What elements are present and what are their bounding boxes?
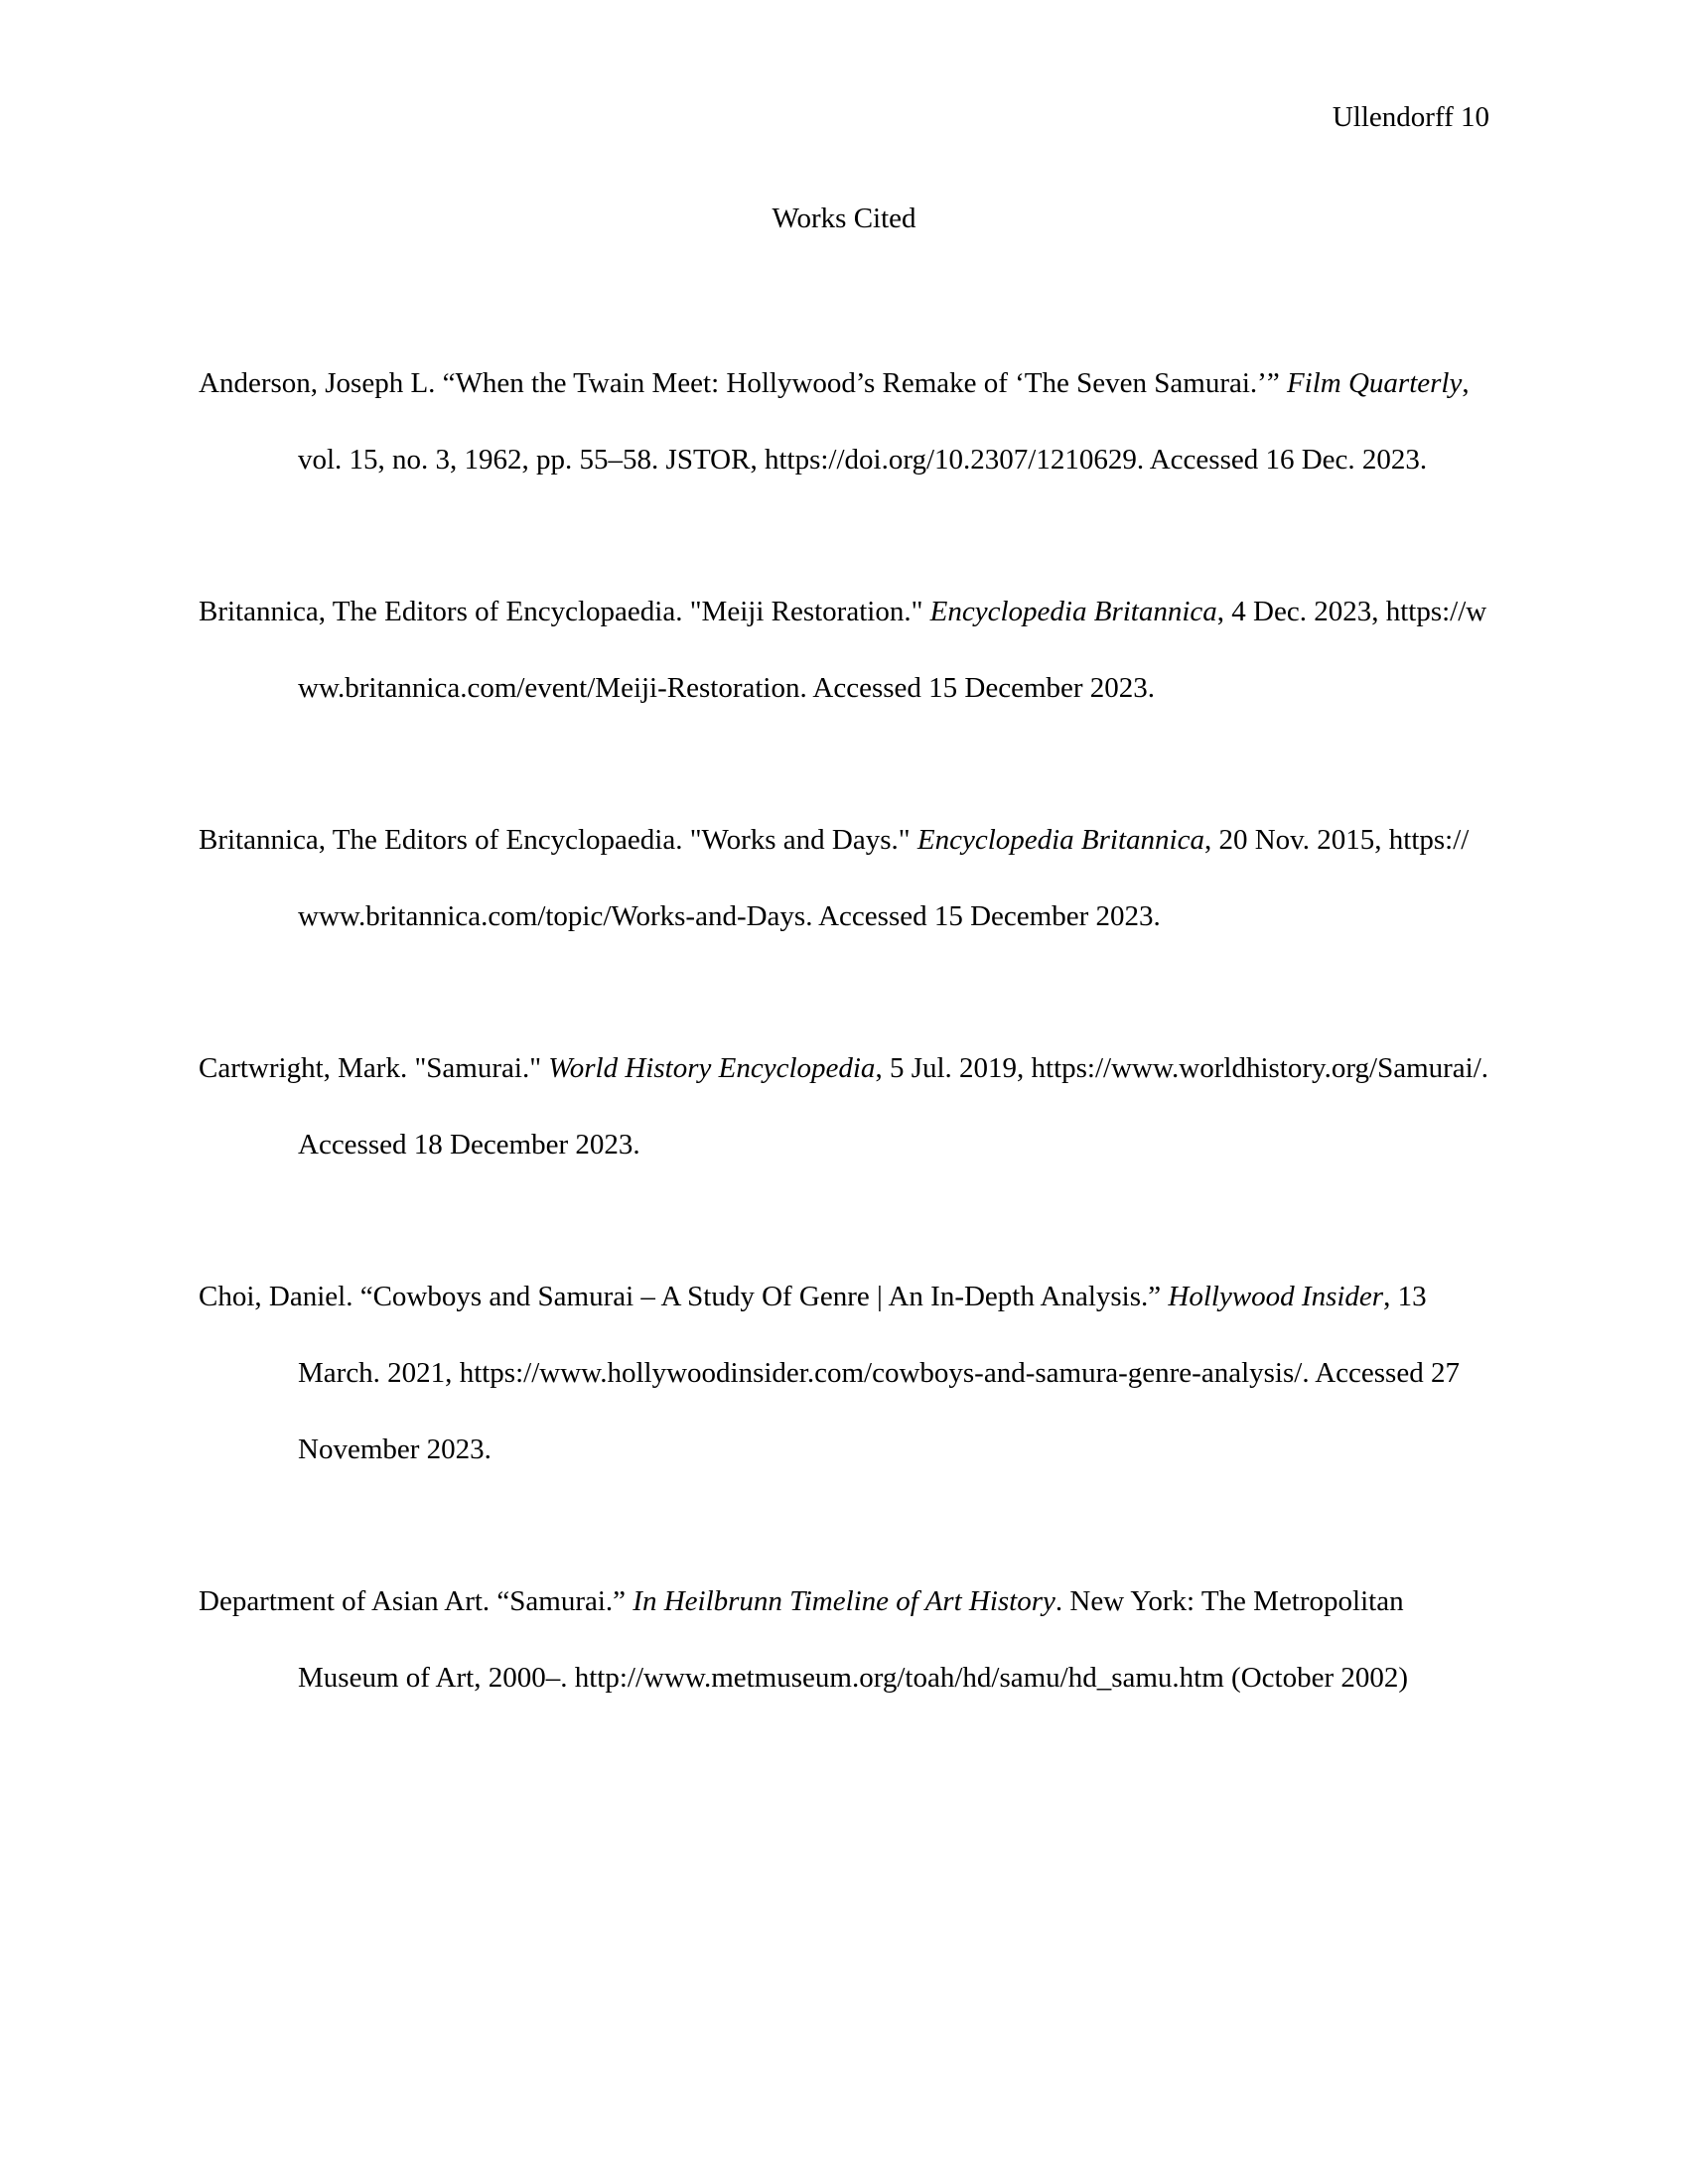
works-cited-list	[199, 345, 1489, 1792]
citation-text: Anderson, Joseph L. “When the Twain Meet: Hollywood’s Remake of ‘The Seven Samurai.’”	[199, 367, 1287, 399]
citation-text: . Accessed 18 December 2023.	[298, 1052, 1489, 1160]
citation-entry	[199, 574, 1489, 727]
citation-text: Britannica, The Editors of Encyclopaedia. "Works and Days."	[199, 824, 917, 856]
citation-text: Britannica, The Editors of Encyclopaedia. "Meiji Restoration."	[199, 596, 930, 627]
citation-text: , 13 March. 2021,	[298, 1281, 1427, 1389]
citation-text: . New York: The Metropolitan Museum of Art, 2000–.	[298, 1585, 1404, 1694]
citation-entry	[199, 802, 1489, 955]
citation-url[interactable]: https://www.britannica.com/event/Meiji-Restoration	[298, 596, 1487, 704]
citation-text: , 5 Jul. 2019,	[875, 1052, 1032, 1084]
citation-entry	[199, 1030, 1489, 1183]
page-title: Works Cited	[772, 203, 916, 234]
citation-url[interactable]: https://www.britannica.com/topic/Works-and-Days	[298, 824, 1470, 932]
citation-text: Choi, Daniel. “Cowboys and Samurai – A Study Of Genre | An In-Depth Analysis.”	[199, 1281, 1169, 1312]
running-head: Ullendorff 10	[1332, 101, 1489, 133]
citation-source-title: Film Quarterly	[1286, 367, 1463, 399]
citation-source-title: Encyclopedia Britannica	[916, 824, 1204, 856]
citation-url[interactable]: https://www.worldhistory.org/Samurai/	[1031, 1052, 1481, 1084]
citation-entry	[199, 1259, 1489, 1488]
citation-text: . Accessed 15 December 2023.	[805, 900, 1161, 932]
citation-text: , vol. 15, no. 3, 1962, pp. 55–58. JSTOR,	[298, 367, 1470, 476]
citation-entry	[199, 345, 1489, 498]
citation-entry	[199, 1564, 1489, 1716]
citation-url[interactable]: https://doi.org/10.2307/1210629	[764, 444, 1137, 476]
citation-source-title: Encyclopedia Britannica	[929, 596, 1217, 627]
citation-text: Cartwright, Mark. "Samurai."	[199, 1052, 549, 1084]
citation-url[interactable]: https://www.hollywoodinsider.com/cowboys-and-samura-genre-analysis/	[459, 1357, 1303, 1389]
citation-text: . Accessed 15 December 2023.	[799, 672, 1156, 704]
citation-source-title: In Heilbrunn Timeline of Art History	[633, 1585, 1055, 1617]
citation-text: , 20 Nov. 2015,	[1203, 824, 1389, 856]
citation-text: Department of Asian Art. “Samurai.”	[199, 1585, 633, 1617]
citation-text: (October 2002)	[1223, 1662, 1409, 1694]
citation-text: , 4 Dec. 2023,	[1216, 596, 1386, 627]
citation-text: . Accessed 16 Dec. 2023.	[1136, 444, 1428, 476]
citation-source-title: Hollywood Insider	[1168, 1281, 1384, 1312]
citation-source-title: World History Encyclopedia	[548, 1052, 876, 1084]
citation-url[interactable]: http://www.metmuseum.org/toah/hd/samu/hd_samu.htm	[574, 1662, 1224, 1694]
citation-text: . Accessed 27 November 2023.	[298, 1357, 1460, 1465]
